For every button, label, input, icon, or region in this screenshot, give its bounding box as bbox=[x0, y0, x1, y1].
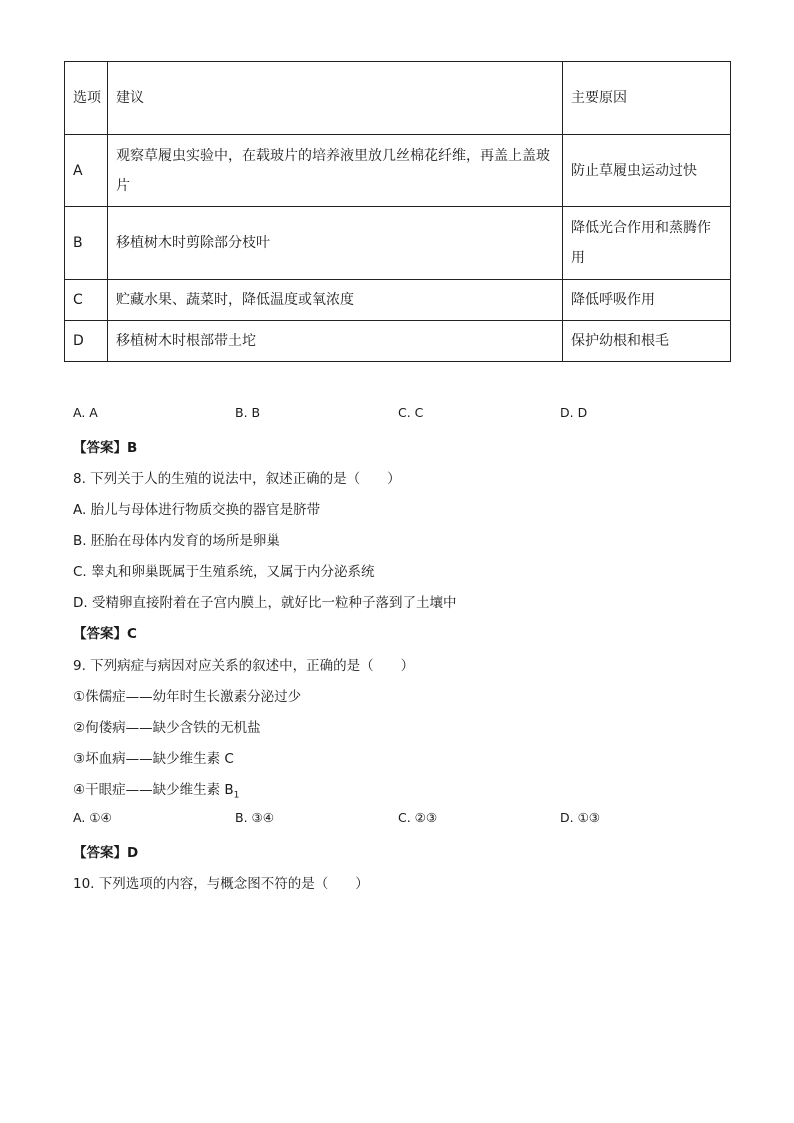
answer-value: D bbox=[127, 845, 139, 861]
choice-d[interactable]: D. D bbox=[560, 405, 588, 420]
choice-b[interactable]: B. ③④ bbox=[235, 810, 274, 825]
row-advice: 移植树木时剪除部分枝叶 bbox=[108, 207, 563, 280]
table-row bbox=[65, 207, 731, 280]
choice-a[interactable]: A. ①④ bbox=[73, 810, 112, 825]
q9-item-1: ①侏儒症——幼年时生长激素分泌过少 bbox=[73, 689, 302, 705]
table-row bbox=[65, 321, 731, 362]
q8-stem: 8. 下列关于人的生殖的说法中，叙述正确的是（ ） bbox=[73, 471, 401, 487]
q9-item-3: ③坏血病——缺少维生素 C bbox=[73, 751, 234, 767]
choice-b[interactable]: B. B bbox=[235, 405, 261, 420]
answer-value: B bbox=[127, 440, 138, 456]
row-option: C bbox=[65, 280, 108, 321]
choice-a[interactable]: A. A bbox=[73, 405, 98, 420]
row-reason: 防止草履虫运动过快 bbox=[563, 135, 731, 207]
row-reason: 降低光合作用和蒸腾作用 bbox=[563, 207, 731, 280]
q8-option-b[interactable]: B. 胚胎在母体内发育的场所是卵巢 bbox=[73, 533, 280, 549]
row-option: B bbox=[65, 207, 108, 280]
header-option: 选项 bbox=[65, 62, 108, 135]
choice-d[interactable]: D. ①③ bbox=[560, 810, 600, 825]
q10-stem: 10. 下列选项的内容，与概念图不符的是（ ） bbox=[73, 876, 369, 892]
q9-item-2: ②佝偻病——缺少含铁的无机盐 bbox=[73, 720, 261, 736]
q9-stem: 9. 下列病症与病因对应关系的叙述中，正确的是（ ） bbox=[73, 658, 415, 674]
row-reason: 降低呼吸作用 bbox=[563, 280, 731, 321]
q8-option-a[interactable]: A. 胎儿与母体进行物质交换的器官是脐带 bbox=[73, 502, 321, 518]
q8-option-d[interactable]: D. 受精卵直接附着在子宫内膜上，就好比一粒种子落到了土壤中 bbox=[73, 595, 457, 611]
q7-answer bbox=[73, 436, 137, 456]
table-row bbox=[65, 135, 731, 207]
row-option: A bbox=[65, 135, 108, 207]
options-table bbox=[64, 61, 731, 362]
answer-value: C bbox=[127, 626, 137, 642]
q9-item-4 bbox=[73, 778, 239, 801]
header-advice: 建议 bbox=[108, 62, 563, 135]
row-advice: 贮藏水果、蔬菜时，降低温度或氧浓度 bbox=[108, 280, 563, 321]
q9-item-4-sub: 1 bbox=[233, 790, 240, 801]
answer-label: 【答案】 bbox=[73, 440, 127, 456]
row-reason: 保护幼根和根毛 bbox=[563, 321, 731, 362]
answer-label: 【答案】 bbox=[73, 626, 127, 642]
row-advice: 移植树木时根部带土坨 bbox=[108, 321, 563, 362]
q8-option-c[interactable]: C. 睾丸和卵巢既属于生殖系统，又属于内分泌系统 bbox=[73, 564, 375, 580]
table-row bbox=[65, 280, 731, 321]
table-header-row bbox=[65, 62, 731, 135]
row-option: D bbox=[65, 321, 108, 362]
choice-c[interactable]: C. ②③ bbox=[398, 810, 438, 825]
row-advice: 观察草履虫实验中，在载玻片的培养液里放几丝棉花纤维，再盖上盖玻片 bbox=[108, 135, 563, 207]
choice-c[interactable]: C. C bbox=[398, 405, 424, 420]
answer-label: 【答案】 bbox=[73, 845, 127, 861]
q9-item-4-text: ④干眼症——缺少维生素 B bbox=[73, 782, 234, 798]
q8-answer bbox=[73, 622, 137, 642]
q9-answer bbox=[73, 841, 138, 861]
header-reason: 主要原因 bbox=[563, 62, 731, 135]
